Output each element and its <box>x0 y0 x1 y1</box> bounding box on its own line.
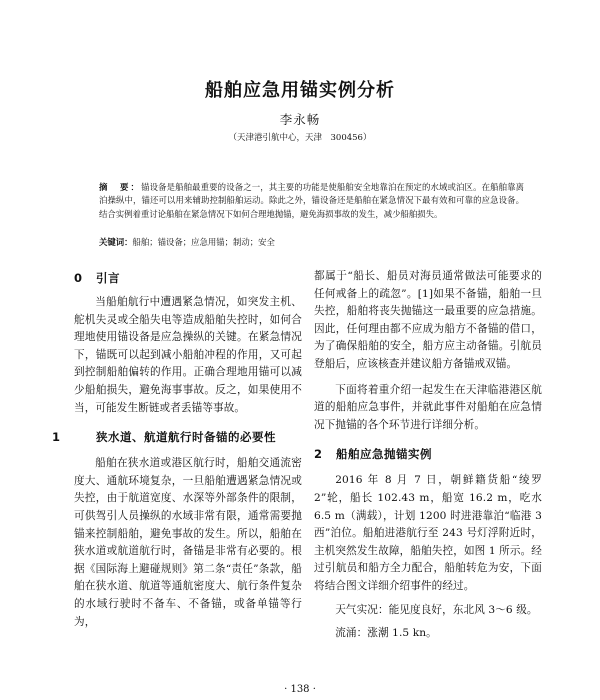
abstract-text: 锚设备是船舶最重要的设备之一，其主要的功能是使船舶安全地靠泊在预定的水域或泊区。在船舶靠离泊操纵中，锚还可以用来辅助控制船舶运动。除此之外，锚设备还是船舶在紧急情况下最有效和可靠的应急设备。结合实例着重讨论船舶在紧急情况下如何合理地抛锚，避免海损事故的发生，减少船舶损失。 <box>99 182 525 219</box>
abstract-label: 摘 要： <box>99 182 142 192</box>
section-title: 引言 <box>96 271 120 285</box>
section-1-paragraph-2: 下面将着重介绍一起发生在天津临港港区航道的船舶应急事件，并就此事件对船舶在应急情况下抛锚的各个环节进行详细分析。 <box>314 383 542 431</box>
section-2-paragraph: 2016 年 8 月 7 日，朝鲜籍货船“绫罗 2”轮，船长 102.43 m，船宽 16.2 m，吃水 6.5 m（满载），计划 1200 时进港靠泊“临港 3 西”泊位。船舶进港航行至 243 号灯浮附近时，主机突然发生故障，船舶失控，如图 1 所示。经过引航员和船方全力配合，船舶转危为安，下面将结合图文详细介绍事件的经过。 <box>314 474 542 592</box>
abstract-block <box>99 181 524 221</box>
keywords-label: 关键词： <box>99 237 133 247</box>
article-title: 船舶应急用锚实例分析 <box>205 80 395 101</box>
left-column <box>52 268 302 631</box>
right-column <box>314 268 542 643</box>
section-heading-1 <box>52 427 302 447</box>
page-number: · 138 · <box>284 684 316 695</box>
keywords-block <box>99 236 524 249</box>
section-heading-2 <box>314 444 542 464</box>
section-heading-intro <box>74 268 302 288</box>
section-number: 2 <box>314 447 323 462</box>
author-name: 李永畅 <box>279 112 321 127</box>
intro-paragraph: 当船舶航行中遭遇紧急情况，如突发主机、舵机失灵或全船失电等造成船舶失控时，如何合理地使用锚设备是应急操纵的关键。在紧急情况下，锚既可以起到减小船舶冲程的作用，又可起到控制船舶偏转的作用。正确合理地用锚可以减少船舶损失，避免海事事故。反之，如果使用不当，可能发生断链或者丢锚等事故。 <box>74 296 302 414</box>
section-number: 1 <box>52 430 61 445</box>
section-1-paragraph: 船舶在狭水道或港区航行时，船舶交通流密度大、通航环境复杂，一旦船舶遭遇紧急情况或失控，由于航道宽度、水深等外部条件的限制，可供驾引人员操纵的水域非常有限，通常需要抛锚来控制船舶，避免事故的发生。所以，船舶在狭水道或航道航行时，备锚是非常有必要的。根据《国际海上避碰规则》第二条“责任”条款，船舶在狭水道、航道等通航密度大、航行条件复杂的水域行驶时不备车、不备锚，或备单锚等行为， <box>74 457 302 628</box>
author-affiliation: （天津港引航中心，天津 300456） <box>228 133 372 143</box>
section-title: 狭水道、航道航行时备锚的必要性 <box>96 430 276 445</box>
weather-line: 天气实况：能见度良好，东北风 3～6 级。 <box>335 603 538 616</box>
section-number: 0 <box>74 271 83 285</box>
current-line: 流涌：涨潮 1.5 kn。 <box>335 627 437 640</box>
section-1-paragraph-continued: 都属于“船长、船员对海员通常做法可能要求的任何戒备上的疏忽”。[1]如果不备锚，船舶一旦失控，船舶将丧失抛锚这一最重要的应急措施。因此，任何理由都不应成为船方不备锚的借口，为了确保船舶的安全，船方应主动备锚。引航员登船后，应该核查并建议船方备锚戒双锚。 <box>314 270 542 370</box>
section-title: 船舶应急抛锚实例 <box>336 447 432 462</box>
keywords-text: 船舶；锚设备；应急用锚；制动；安全 <box>132 237 275 247</box>
